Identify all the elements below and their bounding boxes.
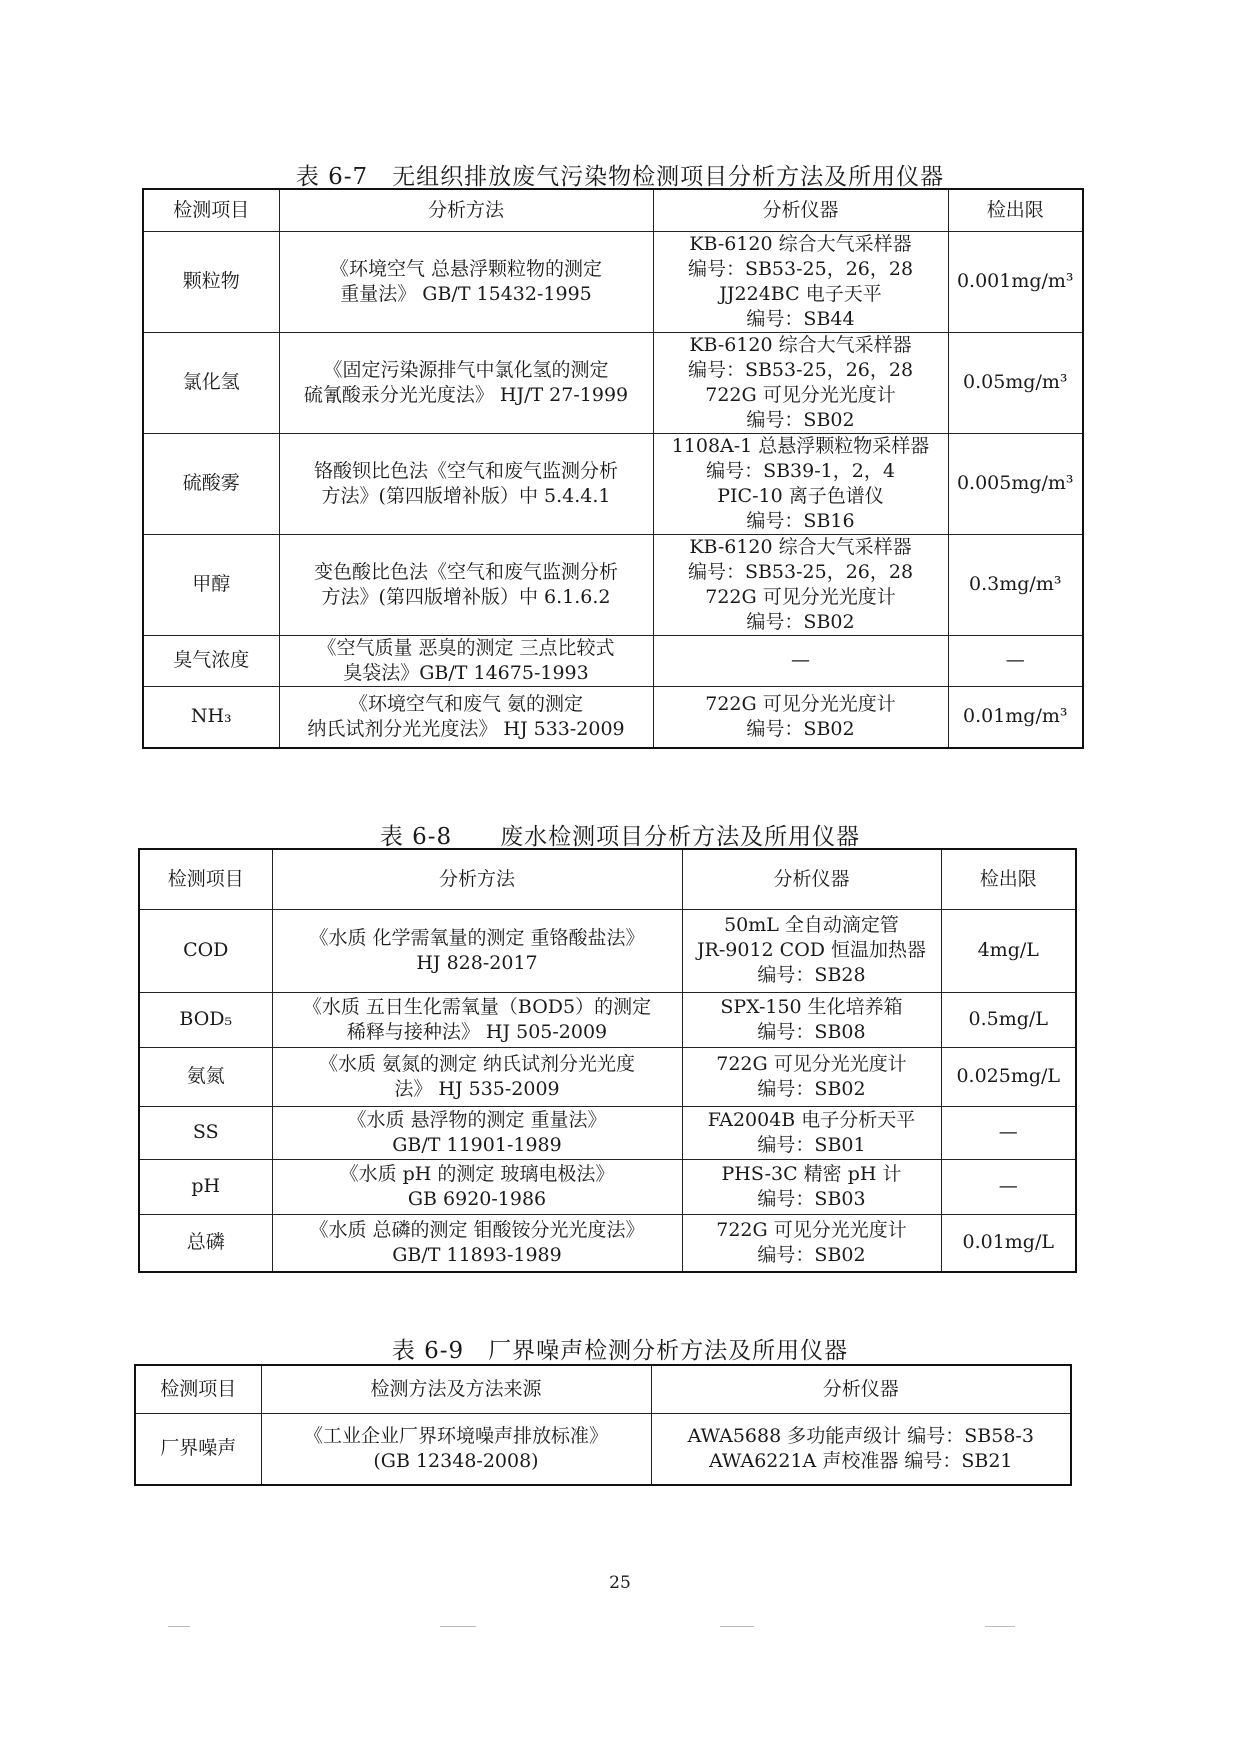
header-instrument: 分析仪器: [653, 189, 948, 231]
cell-limit: 0.025mg/L: [941, 1047, 1076, 1106]
cell-method: 《环境空气 总悬浮颗粒物的测定 重量法》 GB/T 15432-1995: [279, 231, 653, 332]
footer-rule: [720, 1626, 754, 1627]
cell-item: 氯化氢: [143, 332, 279, 433]
table-row: [139, 1047, 1076, 1106]
table-row: [139, 909, 1076, 992]
table-6-7-body: [143, 231, 1083, 748]
header-limit: 检出限: [948, 189, 1083, 231]
table-row: [135, 1413, 1071, 1485]
cell-instrument: 1108A-1 总悬浮颗粒物采样器 编号：SB39-1，2，4 PIC-10 离子色谱仪 编号：SB16: [653, 433, 948, 534]
cell-method: 《水质 五日生化需氧量（BOD5）的测定 稀释与接种法》 HJ 505-2009: [272, 992, 682, 1047]
header-instrument: 分析仪器: [682, 849, 941, 909]
cell-instrument: KB-6120 综合大气采样器 编号：SB53-25，26，28 722G 可见分光光度计 编号：SB02: [653, 534, 948, 635]
cell-instrument: KB-6120 综合大气采样器 编号：SB53-25，26，28 722G 可见分光光度计 编号：SB02: [653, 332, 948, 433]
header-instrument: 分析仪器: [651, 1365, 1071, 1413]
table-row: [139, 1214, 1076, 1272]
page-number: 25: [609, 1573, 631, 1593]
header-method: 分析方法: [272, 849, 682, 909]
cell-instrument: 722G 可见分光光度计 编号：SB02: [682, 1214, 941, 1272]
header-item: 检测项目: [143, 189, 279, 231]
cell-limit: 0.5mg/L: [941, 992, 1076, 1047]
table-header-row: [135, 1365, 1071, 1413]
cell-instrument: PHS-3C 精密 pH 计 编号：SB03: [682, 1159, 941, 1214]
cell-item: 厂界噪声: [135, 1413, 261, 1485]
cell-limit: 0.001mg/m³: [948, 231, 1083, 332]
cell-item: NH₃: [143, 686, 279, 748]
cell-method: 《工业企业厂界环境噪声排放标准》 (GB 12348-2008): [261, 1413, 651, 1485]
cell-limit: 0.005mg/m³: [948, 433, 1083, 534]
cell-item: BOD₅: [139, 992, 272, 1047]
table-row: [143, 635, 1083, 686]
table-6-8: [138, 848, 1077, 1273]
cell-method: 《水质 氨氮的测定 纳氏试剂分光光度 法》 HJ 535-2009: [272, 1047, 682, 1106]
cell-instrument: SPX-150 生化培养箱 编号：SB08: [682, 992, 941, 1047]
cell-method: 《环境空气和废气 氨的测定 纳氏试剂分光光度法》 HJ 533-2009: [279, 686, 653, 748]
table-row: [143, 686, 1083, 748]
cell-limit: 4mg/L: [941, 909, 1076, 992]
cell-limit: 0.01mg/m³: [948, 686, 1083, 748]
cell-limit: —: [941, 1159, 1076, 1214]
table-row: [139, 1159, 1076, 1214]
table-6-9: [134, 1364, 1072, 1486]
cell-item: COD: [139, 909, 272, 992]
table-6-8-body: [139, 909, 1076, 1272]
table-6-7: [142, 188, 1084, 749]
footer-rule: [168, 1626, 190, 1627]
cell-instrument: 722G 可见分光光度计 编号：SB02: [682, 1047, 941, 1106]
cell-item: 氨氮: [139, 1047, 272, 1106]
cell-method: 变色酸比色法《空气和废气监测分析 方法》(第四版增补版）中 6.1.6.2: [279, 534, 653, 635]
cell-method: 《水质 化学需氧量的测定 重铬酸盐法》 HJ 828-2017: [272, 909, 682, 992]
cell-method: 铬酸钡比色法《空气和废气监测分析 方法》(第四版增补版）中 5.4.4.1: [279, 433, 653, 534]
table-row: [139, 992, 1076, 1047]
header-item: 检测项目: [139, 849, 272, 909]
table-6-9-body: [135, 1413, 1071, 1485]
table-row: [143, 534, 1083, 635]
header-method: 检测方法及方法来源: [261, 1365, 651, 1413]
footer-rule: [440, 1626, 476, 1627]
table-6-7-caption: 表 6-7 无组织排放废气污染物检测项目分析方法及所用仪器: [295, 164, 945, 190]
table-row: [143, 433, 1083, 534]
cell-method: 《水质 悬浮物的测定 重量法》 GB/T 11901-1989: [272, 1106, 682, 1159]
cell-item: 臭气浓度: [143, 635, 279, 686]
cell-instrument: 722G 可见分光光度计 编号：SB02: [653, 686, 948, 748]
table-header-row: [139, 849, 1076, 909]
header-limit: 检出限: [941, 849, 1076, 909]
cell-limit: 0.01mg/L: [941, 1214, 1076, 1272]
cell-method: 《空气质量 恶臭的测定 三点比较式 臭袋法》GB/T 14675-1993: [279, 635, 653, 686]
table-row: [139, 1106, 1076, 1159]
footer-rule: [985, 1626, 1015, 1627]
table-header-row: [143, 189, 1083, 231]
table-row: [143, 332, 1083, 433]
table-row: [143, 231, 1083, 332]
cell-item: SS: [139, 1106, 272, 1159]
table-6-9-caption: 表 6-9 厂界噪声检测分析方法及所用仪器: [391, 1338, 849, 1364]
cell-item: 甲醇: [143, 534, 279, 635]
cell-instrument: KB-6120 综合大气采样器 编号：SB53-25，26，28 JJ224BC 电子天平 编号：SB44: [653, 231, 948, 332]
cell-method: 《固定污染源排气中氯化氢的测定 硫氰酸汞分光光度法》 HJ/T 27-1999: [279, 332, 653, 433]
cell-limit: —: [948, 635, 1083, 686]
header-method: 分析方法: [279, 189, 653, 231]
cell-item: pH: [139, 1159, 272, 1214]
cell-instrument: —: [653, 635, 948, 686]
cell-limit: 0.3mg/m³: [948, 534, 1083, 635]
cell-instrument: 50mL 全自动滴定管 JR-9012 COD 恒温加热器 编号：SB28: [682, 909, 941, 992]
header-item: 检测项目: [135, 1365, 261, 1413]
cell-instrument: AWA5688 多功能声级计 编号：SB58-3 AWA6221A 声校准器 编号：SB21: [651, 1413, 1071, 1485]
cell-item: 硫酸雾: [143, 433, 279, 534]
cell-item: 颗粒物: [143, 231, 279, 332]
table-6-8-caption: 表 6-8 废水检测项目分析方法及所用仪器: [379, 824, 861, 850]
cell-limit: —: [941, 1106, 1076, 1159]
cell-method: 《水质 总磷的测定 钼酸铵分光光度法》 GB/T 11893-1989: [272, 1214, 682, 1272]
cell-limit: 0.05mg/m³: [948, 332, 1083, 433]
cell-method: 《水质 pH 的测定 玻璃电极法》 GB 6920-1986: [272, 1159, 682, 1214]
cell-item: 总磷: [139, 1214, 272, 1272]
cell-instrument: FA2004B 电子分析天平 编号：SB01: [682, 1106, 941, 1159]
